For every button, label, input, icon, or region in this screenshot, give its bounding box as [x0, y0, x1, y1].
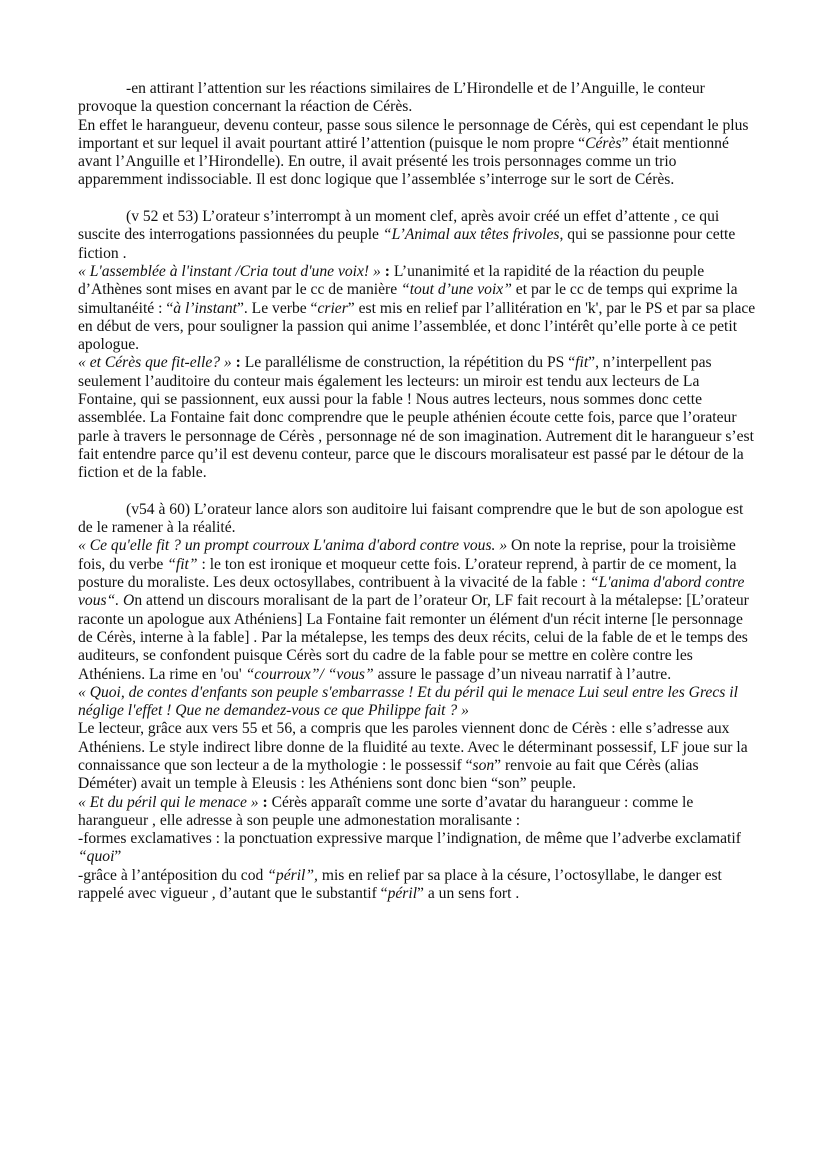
- quotation: « Ce qu'elle fit ? un prompt courroux L'anima d'abord contre vous. »: [78, 537, 508, 555]
- italic-run: à l’instant: [173, 299, 237, 317]
- paragraph: [78, 80, 758, 117]
- text-run: mis en relief par sa place à la césure, l’octosyllabe, le danger est rappelé avec vigueur , d’autant que le substantif “: [78, 866, 722, 903]
- quotation: « L'assemblée à l'instant /Cria tout d'une voix! »: [78, 262, 381, 280]
- text-run: , qui se passionne pour cette fiction .: [78, 226, 736, 262]
- paragraph: [78, 684, 758, 721]
- bold-run: :: [380, 262, 394, 280]
- text-run: On note la reprise, pour la troisième fois, du verbe: [78, 537, 736, 573]
- paragraph: [78, 794, 758, 831]
- italic-run: son: [472, 756, 495, 774]
- italic-run: Cérès: [585, 134, 622, 152]
- italic-run: “courroux”/ “vous”: [245, 665, 374, 683]
- paragraph: [78, 720, 758, 793]
- text-run: (v54 à 60) L’orateur lance alors son auditoire lui faisant comprendre que le but de son apologue est de le ramener à la réalité.: [78, 500, 744, 537]
- paragraph-gap: [78, 190, 758, 208]
- italic-run: “L’Animal aux têtes frivoles: [382, 226, 560, 244]
- text-run: : le ton est ironique et moqueur cette fois. L’orateur reprend, à partir de ce moment, la posture du moraliste. Les deux octosyllabes, contribuent à la vivacité de la fable :: [78, 555, 737, 592]
- text-run: et par le cc de temps qui exprime la simultanéité : “: [78, 281, 738, 317]
- text-run: ” est mis en relief par l’allitération en 'k', par le PS et par sa place en début de vers, pour souligner la passion qui anime l’assemblée, et donc l’intérêt qu’elle porte à ce petit apologue.: [78, 299, 756, 354]
- text-run: -grâce à l’antéposition du cod: [78, 866, 268, 884]
- paragraph: [78, 263, 758, 354]
- paragraph: [78, 354, 758, 482]
- italic-run: “fit”: [167, 555, 198, 573]
- quotation: « Quoi, de contes d'enfants son peuple s'embarrasse ! Et du péril qui le menace Lui seul entre les Grecs il néglige l'effet ! Que ne demandez-vous ce que Philippe fait ? »: [78, 683, 738, 720]
- text-run: n attend un discours moralisant de la part de l’orateur Or, LF fait recourt à la métalepse: [L’orateur raconte un apologue aux Athéniens] La Fontaine fait remonter un élément d'un récit interne [le personnage de Cérès, interne à la fable] . Par la métalepse, les temps des deux récits, celui de la fable de et le temps des auditeurs, se confondent puisque Cérès sort du cadre de la fable pour se mettre en colère contre les Athéniens. La rime en 'ou': [78, 592, 749, 683]
- italic-run: “quoi: [78, 848, 115, 866]
- paragraph: [78, 501, 758, 538]
- text-run: -en attirant l’attention sur les réactions similaires de L’Hirondelle et de l’Anguille, le conteur provoque la question concernant la réaction de Cérès.: [78, 80, 705, 116]
- quotation: « et Cérès que fit-elle? »: [78, 354, 232, 372]
- paragraph: [78, 537, 758, 683]
- italic-run: péril: [387, 885, 418, 903]
- italic-run: “tout d’une voix”: [401, 281, 512, 299]
- paragraph: [78, 208, 758, 263]
- italic-run: “péril”,: [267, 866, 318, 884]
- text-run: ” renvoie au fait que Cérès (alias Déméter) avait un temple à Eleusis : les Athéniens sont donc bien “son” peuple.: [78, 756, 699, 793]
- text-run: ” a un sens fort .: [417, 885, 520, 903]
- text-run: ”: [114, 848, 122, 866]
- text-run: ” était mentionné avant l’Anguille et l’Hirondelle). En outre, il avait présenté les trois personnages comme un trio apparemment indissociable. Il est donc logique que l’assemblée s’interroge sur le sort de Cérès.: [78, 134, 729, 189]
- quotation: « Et du péril qui le menace »: [78, 793, 259, 811]
- paragraph: [78, 867, 758, 904]
- text-run: ”. Le verbe “: [236, 299, 318, 317]
- text-run: Le lecteur, grâce aux vers 55 et 56, a compris que les paroles viennent donc de Cérès : elle s’adresse aux Athéniens. Le style indirect libre donne de la fluidité au texte. Avec le déterminant possessif, LF joue sur la connaissance que son lecteur a de la mythologie : le possessif “: [78, 720, 748, 774]
- paragraph-gap: [78, 483, 758, 501]
- text-run: En effet le harangueur, devenu conteur, passe sous silence le personnage de Cérès, qui est cependant le plus important et sur lequel il avait pourtant attiré l’attention (puisque le nom propre “: [78, 116, 749, 152]
- text-run: L’unanimité et la rapidité de la réaction du peuple d’Athènes sont mises en avant par le cc de manière: [78, 262, 705, 299]
- italic-run: crier: [317, 299, 348, 317]
- document-page: [78, 80, 758, 903]
- bold-run: :: [231, 354, 245, 372]
- text-run: (v 52 et 53) L’orateur s’interrompt à un moment clef, après avoir créé un effet d’attente , ce qui suscite des interrogations passionnées du peuple: [78, 208, 720, 244]
- text-run: Cérès apparaît comme une sorte d’avatar du harangueur : comme le harangueur , elle adresse à son peuple une admonestation moralisante :: [78, 793, 694, 829]
- text-run: ”, n’interpellent pas seulement l’auditoire du conteur mais également les lecteurs: un miroir est tendu aux lecteurs de La Fontaine, qui se passionnent, eux aussi pour la fable ! Nous autres lecteurs, nous sommes donc cette assemblée. La Fontaine fait donc comprendre que le peuple athénien écoute cette fois, parce que l’orateur parle à travers le personnage de Cérès , personnage né de son imagination. Autrement dit le harangueur s’est fait entendre parce qu’il est devenu conteur, parce que le discours moralisateur est passé par le détour de la fiction et de la fable.: [78, 354, 754, 482]
- text-run: assure le passage d’un niveau narratif à l’autre.: [373, 665, 672, 683]
- italic-run: fit: [575, 354, 589, 372]
- paragraph: [78, 117, 758, 190]
- italic-run: “L'anima d'abord contre vous“. O: [78, 574, 745, 610]
- text-run: -formes exclamatives : la ponctuation expressive marque l’indignation, de même que l’adverbe exclamatif: [78, 830, 741, 848]
- paragraph: [78, 830, 758, 867]
- bold-run: :: [258, 793, 272, 811]
- text-run: Le parallélisme de construction, la répétition du PS “: [244, 354, 576, 372]
